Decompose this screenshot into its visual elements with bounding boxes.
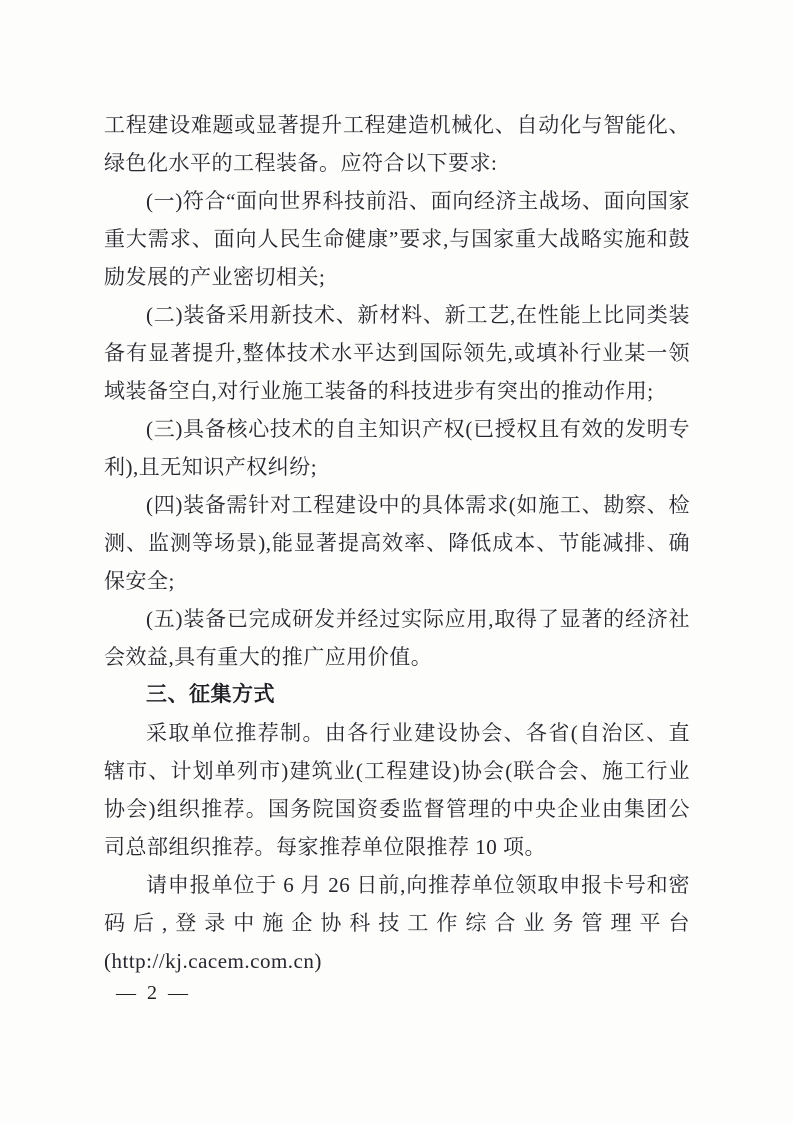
continuation-paragraph: 工程建设难题或显著提升工程建造机械化、自动化与智能化、绿色化水平的工程装备。应符合以下要求: <box>104 113 690 175</box>
requirement-item-5: (五)装备已完成研发并经过实际应用,取得了显著的经济社会效益,具有重大的推广应用价值。 <box>104 607 690 669</box>
requirement-item-1: (一)符合“面向世界科技前沿、面向经济主战场、面向国家重大需求、面向人民生命健康”要求,与国家重大战略实施和鼓励发展的产业密切相关; <box>104 189 690 289</box>
section-heading-collection-method: 三、征集方式 <box>146 683 275 706</box>
requirement-item-3: (三)具备核心技术的自主知识产权(已授权且有效的发明专利),且无知识产权纠纷; <box>104 417 690 479</box>
section-paragraph-application-platform: 请申报单位于 6 月 26 日前,向推荐单位领取申报卡号和密码后,登录中施企协科技工作综合业务管理平台(http://kj.cacem.com.cn) <box>104 873 690 973</box>
requirement-item-4: (四)装备需针对工程建设中的具体需求(如施工、勘察、检测、监测等场景),能显著提高效率、降低成本、节能减排、确保安全; <box>104 493 690 593</box>
document-body <box>104 106 690 980</box>
section-paragraph-recommendation: 采取单位推荐制。由各行业建设协会、各省(自治区、直辖市、计划单列市)建筑业(工程建设)协会(联合会、施工行业协会)组织推荐。国务院国资委监督管理的中央企业由集团公司总部组织推荐。每家推荐单位限推荐 10 项。 <box>104 721 690 859</box>
page-number: — 2 — <box>116 982 191 1004</box>
requirement-item-2: (二)装备采用新技术、新材料、新工艺,在性能上比同类装备有显著提升,整体技术水平达到国际领先,或填补行业某一领域装备空白,对行业施工装备的科技进步有突出的推动作用; <box>104 303 690 403</box>
